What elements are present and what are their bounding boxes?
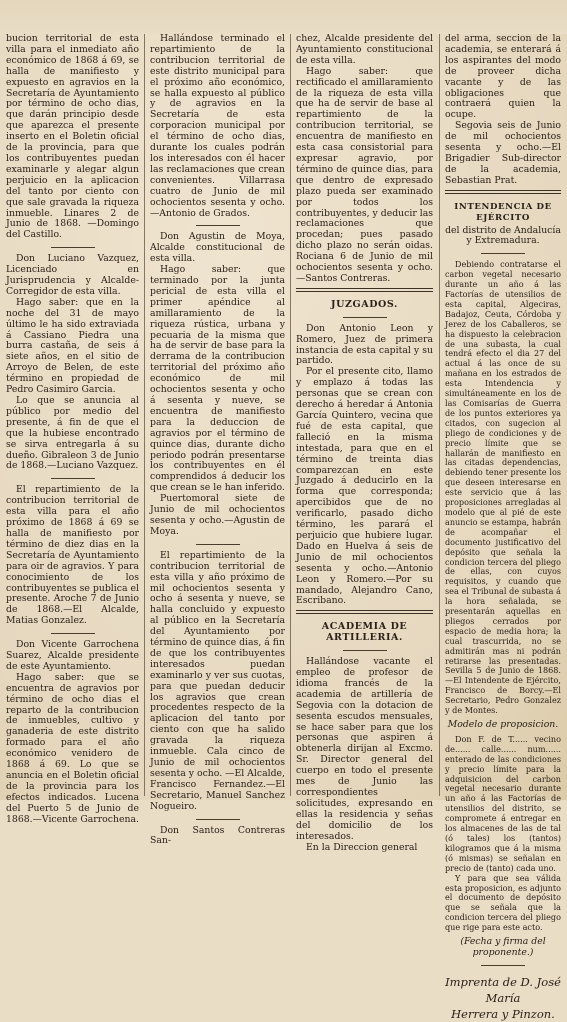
notice-linares: bucion territorial de esta villa para el inmediato año económico de 1868 á 69, se halla de manifiesto y expuesto en agravios en la Secretaría de Ayuntamiento por término de ocho dias, que darán principio desde que aparezca el presente inserto en el Boletin oficial de la provincia, para que los contribuyentes puedan examinarle y alegar algun perjuicio en la aplicacion del tanto por ciento con que sale gravada la riqueza inmueble. Linares 2 de Junio de 1868. —Domingo del Castillo. [6, 33, 139, 241]
column-rule [290, 34, 291, 796]
model-heading: Modelo de proposicion. [447, 719, 559, 730]
divider [481, 253, 525, 254]
divider [196, 544, 240, 545]
notice-body: Y para que sea válida esta proposicion, es adjunto el documento de depósito que se señala que la condicion tercera del pliego que rige para este acto. [445, 872, 561, 933]
notice-body: Debiendo contratarse el carbon vegetal necesario durante un año á las Factorías de utensilios de esta capital, Algeciras, Badajoz, Ceuta, Córdoba y Jerez de los Caballeros, se ha dispuesto la celebracion de una subasta, la cual tendrá efecto el dia 27 del actual á las once de su mañana en los estrados de esta Intendencia y simultáneamente en los de las Comisarías de Guerra de los puntos exteriores ya citados, con sugecion al pliego de condiciones y de precio límite que se hallarán de manifiesto en las citadas dependencias, debiendo tener presente los que deseen interesarse en este servicio que á las proposiciones arregladas al modelo que al pié de este anuncio se estampa, habrán de acompañar el documento justificativo del depósito que señala la condicion tercera del pliego de ellas, con cuyos requisitos, y cuando que sea el Tribunal de subasta á la hora señalada, se presentarán aquellas en pliegos cerrados por espacio de media hora; la cual trascurrida, no se admitirán mas ni podrán retirarse las presentadas. Sevilla 5 de Junio de 1868.—El Intendente de Ejército, Francisco de Borcy.—El Secretario, Pedro Gonzalez y de Montes. [445, 259, 561, 716]
notice-heading: Don Luciano Vazquez, Licenciado en Jurisprudencia y Alcalde-Corregidor de esta villa. [6, 253, 139, 297]
section-rule [296, 288, 433, 292]
imprint-line: Herrera y Pinzon. [451, 1006, 555, 1021]
notice-body: En la Direccion general [306, 841, 418, 853]
notice-body: Hago saber: que terminado por la junta pericial de esta villa el primer apéndice al amillaramiento de la riqueza rústica, urbana y pecuaria de la misma que ha de servir de base para la derrama de la contribucion territorial del próximo año económico de mil ochocientos sesenta y ocho á sesenta y nueve, se encuentra de manifiesto para la deduccion de agravios por el término de quince dias, durante dicho periodo podrán presentarse los contribuyentes en él comprendidos á deducir los que crean se le han inferido. [150, 264, 285, 494]
printer-imprint [445, 974, 561, 1022]
divider [51, 633, 95, 634]
notice-villarrasa: Hallándose terminado el repartimiento de la contribucion territorial de este distrito municipal para el próximo año económico, se halla expuesto al público y de agravios en la Secretaría de esta corporacion municipal por el término de ocho dias, durante los cuales podrán los interesados con él hacer las reclamaciones que crean convenientes. Villarrasa cuatro de Junio de mil ochocientos sesenta y ocho.—Antonio de Grados. [150, 33, 285, 219]
notice-body: Don F. de T...... vecino de...... calle...... num...... enterado de las condiciones y precio límite para la adquisicion del carbon vegetal necesario durante un año á las Factorías de utensilios del distrito, se compromete á entregar en los almacenes de las de tal (ó tales) los (tantos) kilogramos que á la misma (ó mismas) se señalan en precio de (tanto) cada uno. [445, 733, 561, 873]
column-3 [296, 34, 433, 853]
imprint-line: Imprenta de D. José María [445, 974, 561, 1005]
column-rule [144, 34, 145, 796]
notice-heading: Don Agustin de Moya, Alcalde constitucional de esta villa. [150, 231, 285, 265]
notice-heading: Don Santos Contreras San- [150, 824, 285, 847]
section-subtitle: del distrito de Andalucía y Extremadura. [445, 224, 561, 247]
notice-body: Hago saber: que rectificado el amillaramiento de la riqueza de esta villa que ha de servir de base al repartimiento de la contribucion territorial, se encuentra de manifiesto en esta casa consistorial para expresar agravio, por término de quince dias, para que dentro de expresado plazo pueda ser examinado por todos los contribuyentes, y deducir las reclamaciones que procedan; pues pasado dicho plazo no serán oidas. Rociana 6 de Junio de mil ochocientos sesenta y ocho. —Santos Contreras. [296, 65, 434, 284]
notice-heading: chez, Alcalde presidente del Ayuntamiento constitucional de esta villa. [296, 33, 433, 66]
section-title-juzgados: JUZGADOS. [331, 298, 398, 310]
top-margin [0, 0, 567, 34]
column-rule [439, 34, 440, 796]
notice-cala: El repartimiento de la contribucion territorial de esta villa y año próximo de mil ochocientos sesenta y ocho á sesenta y nueve, se halla concluido y expuesto al público en la Secretaría del Ayuntamiento por término de quince dias, á fin de que los contribuyentes interesados puedan examinarlo y ver sus cuotas, para que puedan deducir los agravios que crean procedentes respecto de la aplicacion del tanto por ciento con que ha salido gravada la riqueza inmueble. Cala cinco de Junio de mil ochocientos sesenta y ocho. —El Alcalde, Francisco Fernandez.—El Secretario, Manuel Sanchez Nogueiro. [150, 549, 285, 812]
notice-body: Por el presente cito, llamo y emplazo á todas las personas que se crean con derecho á heredar á Antonia García Quintero, vecina que fué de esta capital, que falleció en la misma intestada, para que en el término de treinta dias comparezcan en este Juzgado á deducirlo en la forma que corresponda; apercibidos que de no verificarlo, pasado dicho término, les parará el perjuicio que hubiere lugar. Dado en Huelva á seis de Junio de mil ochocientos sesenta y ocho.—Antonio Leon y Romero.—Por su mandado, Alejandro Cano, Escribano. [296, 366, 433, 607]
column-2 [150, 34, 285, 847]
notice-aroche: El repartimiento de la contribucion territorial de esta villa para el año próximo de 1868 á 69 se halla de manifiesto por término de diez dias en la Secretaría de Ayuntamiento para oir de agravios. Y para conocimiento de los contribuyentes se publica el presente. Aroche 7 de Junio de 1868.—El Alcalde, Matias Gonzalez. [6, 484, 139, 627]
divider [196, 225, 240, 226]
notice-body: Lo que se anuncia al público por medio del presente, á fin de que el que la hubiese encontrado se sirva entregarla á su dueño. Gibraleon 3 de Junio de 1868.—Luciano Vazquez. [6, 395, 139, 472]
notice-body: Hallándose vacante el empleo de profesor de idioma francés de la academia de artillería de Segovia con la dotacion de sesenta escudos mensuales, se hace saber para que los personas que aspiren á obtenerla dirijan al Excmo. Sr. Director general del cuerpo en todo el presente mes de Junio las correspondientes solicitudes, expresando en ellas la residencia y señas del domicilio de los interesados. [296, 656, 433, 842]
notice-body: Hago saber: que en la noche del 31 de mayo último le ha sido extraviada á Cassiano Piedra una burra castaña, de seis á siete años, en el sitio de Arroyo de Belen, de este término en propiedad de Pedro Casimiro Garcia. [6, 296, 139, 396]
notice-body: Segovia seis de Junio de mil ochocientos sesenta y ocho.—El Brigadier Sub-director de la academia, Sebastian Prat. [445, 120, 561, 186]
notice-body: del arma, seccion de la academia, se enterará á los aspirantes del modo de proveer dicha vacante y de las obligaciones que contraerá quien la ocupe. [445, 33, 561, 121]
column-4 [445, 34, 561, 1022]
notice-heading: Don Antonio Leon y Romero, Juez de primera instancia de esta capital y su partido. [296, 322, 433, 367]
column-1 [6, 34, 139, 826]
divider [51, 478, 95, 479]
notice-body: Puertomoral siete de Junio de mil ochocientos sesenta y ocho.—Agustin de Moya. [150, 493, 285, 537]
signature-line: (Fecha y firma del proponente.) [460, 936, 546, 958]
section-rule [296, 610, 433, 614]
section-title-intendencia: INTENDENCIA DE EJÉRCITO [454, 201, 552, 223]
divider [343, 317, 387, 318]
notice-body: Hago saber: que se encuentra de agravios por término de ocho dias el reparto de la contribucion de inmuebles, cultivo y ganaderia de este distrito formado para el año económico venidero de 1868 á 69. Lo que se anuncia en el Boletin oficial de la provincia para los efectos indicados. Lucena del Puerto 5 de Junio de 1868.—Vicente Garrochena. [6, 671, 139, 825]
divider [196, 819, 240, 820]
section-title-academia: ACADEMIA DE ARTILLERIA. [321, 621, 408, 644]
divider [343, 650, 387, 651]
notice-heading: Don Vicente Garrochena Suarez, Alcalde presidente de este Ayuntamiento. [6, 639, 139, 672]
divider [51, 247, 95, 248]
section-rule [445, 190, 561, 194]
divider [481, 965, 525, 966]
